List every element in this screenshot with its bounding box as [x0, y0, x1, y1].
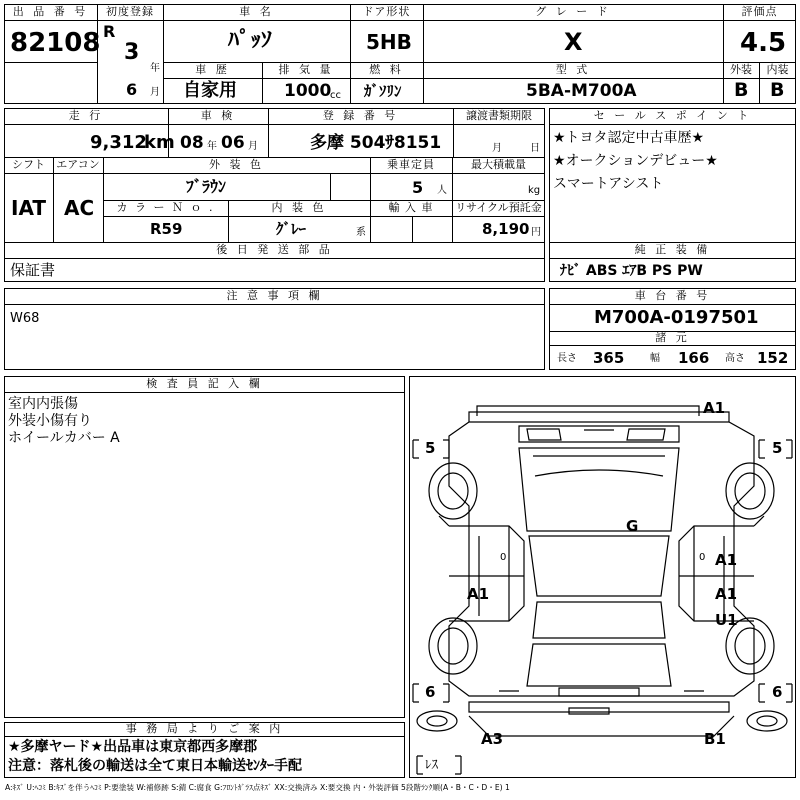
mark-left-front-fender: 0 [500, 552, 507, 563]
spare-tire [417, 711, 457, 731]
front-bumper-outline [469, 406, 729, 422]
displacement-unit: cc [330, 90, 341, 101]
mark-left-rear-door: A1 [467, 585, 490, 603]
tire-depth-left-rear: 6 [425, 683, 436, 701]
color-no-header: カ ラ ー Ｎ ｏ . [116, 201, 215, 214]
car-name-header: 車 名 [239, 5, 274, 18]
notes-header: 注 意 事 項 欄 [226, 289, 323, 302]
capacity-unit: 人 [437, 185, 447, 196]
mileage-value: 9,312 [90, 132, 147, 153]
mark-right-front-door: A1 [715, 551, 738, 569]
grade-value: X [564, 28, 583, 56]
displacement-value: 1000 [284, 81, 332, 101]
transfer-deadline-header: 譲渡書類期限 [466, 109, 532, 122]
sales-point-header: セ ー ル ス ポ イ ン ト [593, 109, 752, 122]
tire-depth-right-front: 5 [772, 439, 783, 457]
vehicle-history: 自家用 [183, 80, 237, 101]
mark-rear-right: B1 [704, 730, 726, 748]
inspection-year: 08 [180, 133, 204, 153]
color-number: R59 [150, 220, 183, 238]
left-side-outline [449, 526, 524, 621]
inspector-note-3: ホイールカバー A [8, 430, 120, 446]
year-unit: 年 [150, 63, 160, 74]
month-unit: 月 [150, 87, 160, 98]
fuel-type: ｶﾞｿﾘﾝ [364, 82, 402, 100]
inspection-header: 車 検 [200, 109, 236, 122]
mark-right-rear-door-dent: U1 [715, 611, 738, 629]
import-header: 輸 入 車 [388, 201, 434, 214]
front-body-outline [449, 422, 754, 696]
inspection-month: 06 [221, 133, 245, 153]
left-rear-wheel [429, 618, 477, 674]
exterior-grade: B [734, 79, 749, 101]
model-code: 5BA-M700A [526, 81, 637, 101]
mark-right-front-fender: 0 [699, 552, 706, 563]
specs-header: 諸 元 [655, 331, 690, 344]
car-diagram [409, 376, 796, 778]
mark-rear-left: A3 [481, 730, 504, 748]
model-header: 型 式 [555, 63, 591, 76]
recycle-fee: 8,190 [482, 220, 530, 238]
chassis-number: M700A-0197501 [594, 307, 759, 328]
damage-code-legend: A:ｷｽﾞ U:ﾍｺﾐ B:ｷｽﾞを伴うﾍｺﾐ P:要塗装 W:補修跡 S:錆 C:腐食 G:ﾌﾛﾝﾄｶﾞﾗｽ点ｷｽﾞ XX:交換済み X:要交換 内・外装評価 5段階ﾗﾝｸ順(A・B・C・D・E) 1 [5, 783, 510, 792]
fuel-header: 燃 料 [369, 63, 404, 76]
tire-depth-left-front: 5 [425, 439, 436, 457]
inspector-note-2: 外装小傷有り [8, 413, 92, 429]
exterior-color: ﾌﾞﾗｳﾝ [186, 177, 227, 196]
width-label: 幅 [650, 353, 660, 364]
inspection-year-unit: 年 [207, 141, 217, 152]
chassis-no-header: 車 台 番 号 [634, 289, 711, 302]
inspector-note-1: 室内内張傷 [8, 396, 78, 412]
aircon-type: AC [64, 196, 95, 220]
door-header: ドア形状 [362, 5, 411, 18]
max-load-unit: kg [528, 185, 541, 196]
later-parts-header: 後 日 発 送 部 品 [216, 243, 333, 256]
rear-bumper-outline [469, 702, 729, 712]
sales-point-2: ★オークションデビュー★ [553, 153, 718, 169]
inspection-month-unit: 月 [248, 141, 258, 152]
height-value: 152 [757, 349, 789, 367]
era-label: R [103, 22, 116, 41]
ext-color-header: 外 装 色 [209, 158, 264, 171]
roof-outline [533, 602, 665, 638]
sales-point-3: スマートアシスト [553, 176, 664, 192]
transfer-day-unit: 日 [530, 143, 540, 154]
left-front-wheel [429, 463, 477, 519]
genuine-equip-header: 純 正 装 備 [634, 243, 711, 256]
shift-type: IAT [11, 196, 47, 220]
width-value: 166 [678, 349, 710, 367]
seating-capacity: 5 [412, 178, 424, 197]
notes-value: W68 [10, 311, 40, 326]
office-note-2: 注意：落札後の輸送は全て東日本輸送ｾﾝﾀｰ手配 [8, 758, 302, 774]
length-label: 長さ [557, 353, 577, 364]
windshield-outline [529, 536, 669, 596]
inspector-header: 検 査 員 記 入 欄 [146, 377, 263, 390]
recycle-unit: 円 [531, 227, 541, 238]
interior-color: ｸﾞﾚｰ [276, 220, 307, 238]
exterior-header: 外装 [730, 63, 752, 76]
hood-outline [519, 448, 679, 531]
mark-front: A1 [703, 399, 726, 417]
grade-header: グ レ ー ド [535, 5, 611, 18]
max-load-header: 最大積載量 [471, 158, 526, 171]
registration-number: 多摩 504ｻ8151 [310, 133, 442, 153]
interior-grade: B [770, 79, 785, 101]
later-parts-value: 保証書 [10, 261, 56, 279]
rear-hatch-outline [527, 644, 671, 686]
mark-hood: G [626, 517, 639, 535]
auction-score: 4.5 [740, 28, 787, 58]
right-side-outline [679, 526, 754, 621]
recycle-header: リサイクル預託金 [455, 201, 542, 214]
reg-no-header: 登 録 番 号 [322, 109, 399, 122]
displacement-header: 排 気 量 [278, 63, 334, 76]
office-header: 事 務 局 よ り ご 案 内 [125, 722, 284, 735]
office-note-1: ★多摩ヤード★出品車は東京都西多摩郡 [8, 739, 258, 755]
shift-header: シフト [12, 158, 45, 171]
lot-number: 82108 [10, 28, 101, 58]
tire-depth-right-rear: 6 [772, 683, 783, 701]
right-front-wheel [726, 463, 774, 519]
mileage-unit: km [144, 132, 175, 153]
first-reg-month: 6 [126, 80, 138, 99]
door-type: 5HB [366, 30, 412, 54]
capacity-header: 乗車定員 [387, 158, 435, 171]
first-reg-header: 初度登録 [106, 5, 154, 18]
interior-color-suffix: 系 [356, 227, 366, 238]
sales-point-1: ★トヨタ認定中古車歴★ [553, 130, 705, 146]
score-header: 評価点 [741, 5, 778, 18]
history-header: 車 歴 [195, 63, 230, 76]
mileage-header: 走 行 [68, 109, 104, 122]
lot-no-header: 出 品 番 号 [12, 5, 89, 18]
height-label: 高さ [725, 353, 745, 364]
length-value: 365 [593, 349, 625, 367]
transfer-month-unit: 月 [492, 143, 502, 154]
genuine-equipment: ﾅﾋﾞ ABS ｴｱB PS PW [560, 263, 703, 279]
car-name: ﾊﾟｯｿ [228, 28, 273, 53]
spare-tire-status: ﾚｽ [425, 758, 438, 773]
mark-right-rear-door: A1 [715, 585, 738, 603]
int-color-header: 内 装 色 [271, 201, 327, 214]
aircon-header: エアコン [56, 158, 100, 171]
interior-header: 内装 [766, 63, 789, 76]
first-reg-year: 3 [124, 40, 140, 65]
